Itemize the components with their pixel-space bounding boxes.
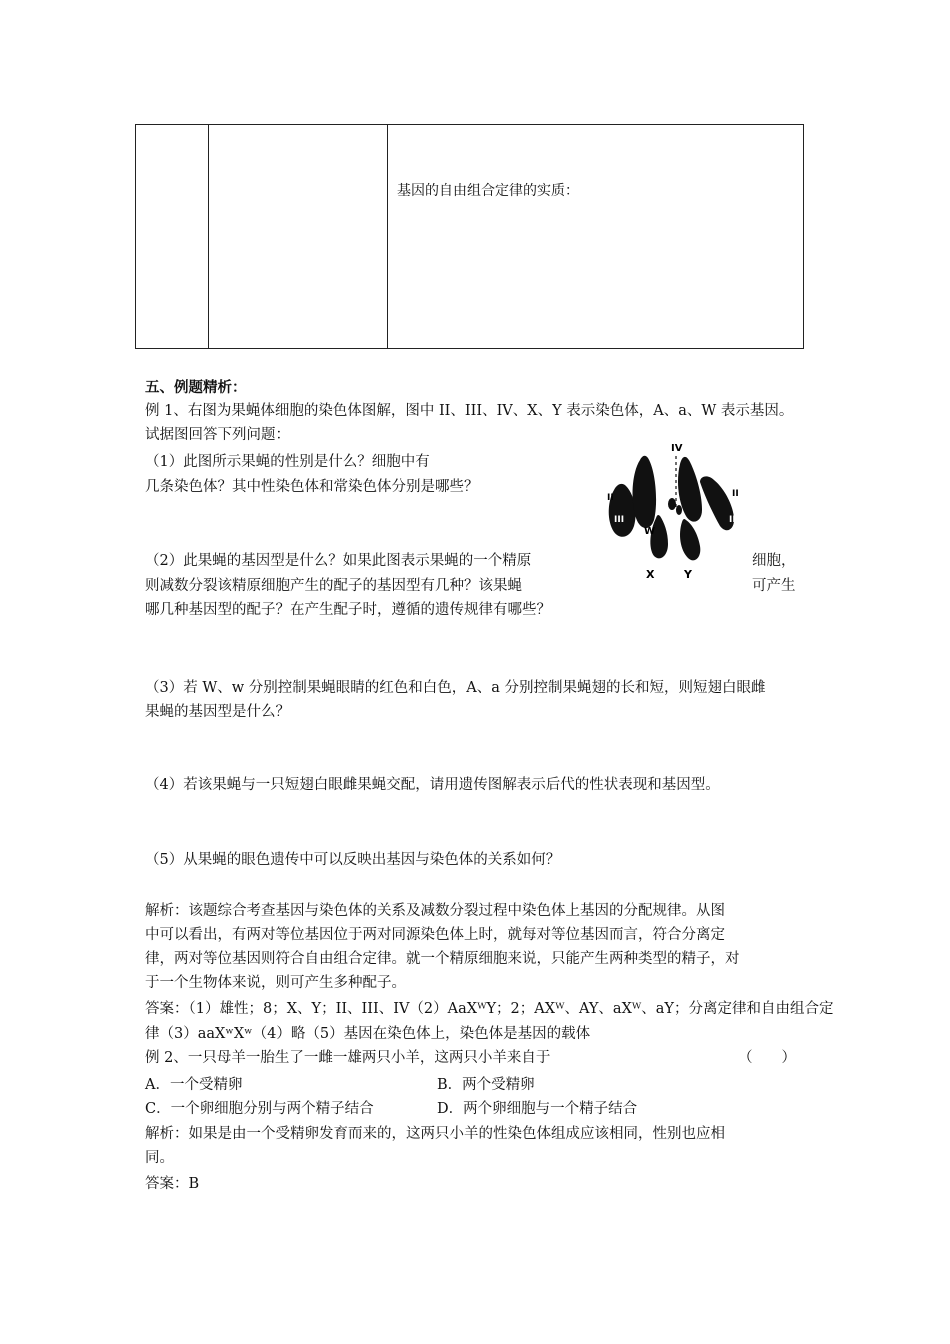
table-divider (387, 125, 388, 348)
figure-label: X (646, 568, 655, 581)
question-2: 哪几种基因型的配子？在产生配子时，遵循的遗传规律有哪些？ (145, 602, 551, 618)
example1-intro: 例 1、右图为果蝇体细胞的染色体图解，图中 II、III、IV、X、Y 表示染色体，A、a、W 表示基因。 (145, 403, 794, 419)
option-d: D．两个卵细胞与一个精子结合 (437, 1101, 638, 1117)
analysis: 解析：该题综合考查基因与染色体的关系及减数分裂过程中染色体上基因的分配规律。从图 (145, 903, 725, 919)
figure-label: II (607, 493, 614, 503)
question-5: （5）从果蝇的眼色遗传中可以反映出基因与染色体的关系如何？ (145, 852, 561, 868)
analysis: 解析：如果是由一个受精卵发育而来的，这两只小羊的性染色体组成应该相同，性别也应相 (145, 1126, 725, 1142)
analysis: 同。 (145, 1150, 174, 1166)
figure-label: a (657, 483, 664, 493)
option-a: A．一个受精卵 (145, 1077, 243, 1093)
figure-label: IV (671, 443, 683, 454)
answer-blank: （ ） (738, 1050, 796, 1066)
question-2-tail: 细胞， (752, 553, 796, 569)
answer: 律（3）aaXʷXʷ（4）略（5）基因在染色体上，染色体是基因的载体 (145, 1026, 591, 1042)
chromosome-diagram (600, 438, 745, 583)
example1-intro: 试据图回答下列问题： (145, 427, 290, 443)
chromosome-svg (600, 438, 745, 583)
analysis: 中可以看出，有两对等位基因位于两对同源染色体上时，就每对等位基因而言，符合分离定 (145, 927, 725, 943)
section-title: 五、例题精析： (145, 379, 247, 396)
example2-question: 例 2、一只母羊一胎生了一雌一雄两只小羊，这两只小羊来自于 (145, 1050, 551, 1066)
figure-label: Y (684, 568, 692, 581)
figure-label: W (644, 526, 656, 537)
table-cell-text: 基因的自由组合定律的实质： (397, 183, 579, 199)
question-1: （1）此图所示果蝇的性别是什么？细胞中有 (145, 454, 430, 470)
chromosome-Y (680, 519, 700, 560)
question-2-tail: 可产生 (752, 578, 796, 594)
chromosome-IV (668, 498, 676, 510)
question-3: 果蝇的基因型是什么？ (145, 704, 290, 720)
analysis: 于一个生物体来说，则可产生多种配子。 (145, 975, 406, 991)
option-b: B．两个受精卵 (437, 1077, 535, 1093)
question-1: 几条染色体？其中性染色体和常染色体分别是哪些？ (145, 479, 479, 495)
question-2: 则减数分裂该精原细胞产生的配子的基因型有几种？该果蝇 (145, 578, 522, 594)
chromosome-II-left (609, 484, 636, 537)
option-c: C．一个卵细胞分别与两个精子结合 (145, 1101, 374, 1117)
answer: 答案：B (145, 1176, 200, 1192)
table-divider (208, 125, 209, 348)
figure-label: II (732, 489, 739, 499)
question-4: （4）若该果蝇与一只短翅白眼雌果蝇交配，请用遗传图解表示后代的性状表现和基因型。 (145, 777, 720, 793)
figure-label: III (729, 515, 740, 525)
answer: 答案：（1）雄性；8；X、Y；II、III、IV（2）AaXᵂY；2；AXᵂ、AY、aXᵂ、aY；分离定律和自由组合定 (145, 1001, 834, 1017)
analysis: 律，两对等位基因则符合自由组合定律。就一个精原细胞来说，只能产生两种类型的精子，对 (145, 951, 740, 967)
chromosome-III-left (633, 456, 657, 528)
notes-table (135, 124, 804, 349)
figure-label: A (622, 474, 630, 485)
question-2: （2）此果蝇的基因型是什么？如果此图表示果蝇的一个精原 (145, 553, 532, 569)
figure-label: III (614, 515, 625, 525)
chromosome-IV (676, 505, 682, 515)
question-3: （3）若 W、w 分别控制果蝇眼睛的红色和白色，A、a 分别控制果蝇翅的长和短，则短翅白眼雌 (145, 680, 766, 696)
